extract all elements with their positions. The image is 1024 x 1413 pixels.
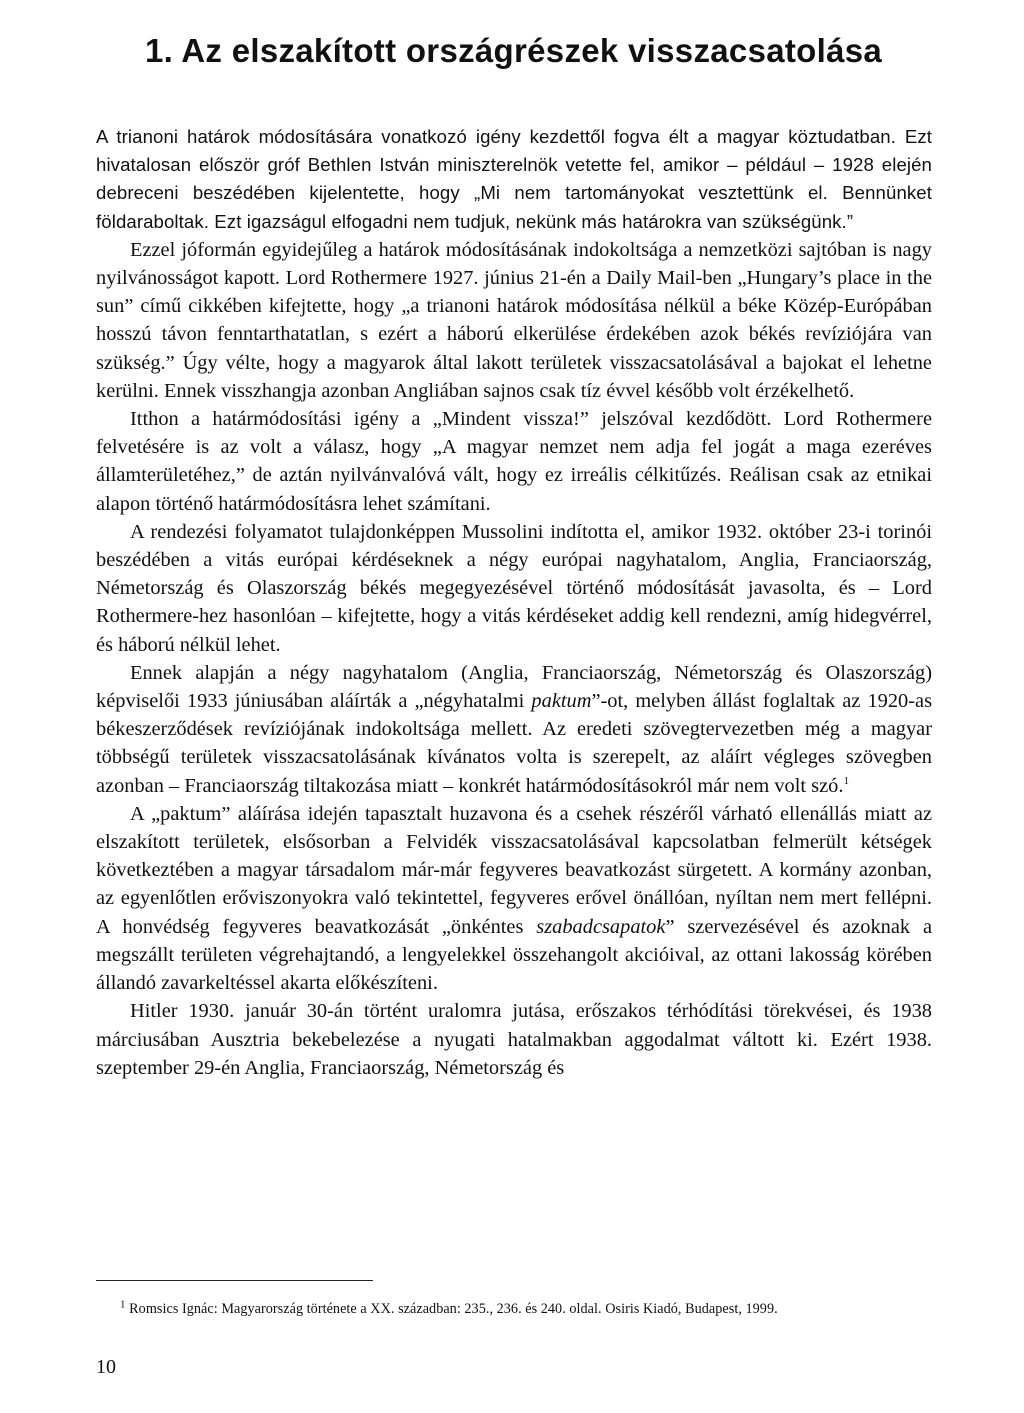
paragraph-5-italic: paktum xyxy=(531,690,592,713)
paragraph-4: A rendezési folyamatot tulajdonképpen Mussolini indította el, amikor 1932. október 23-i torinói beszédében a vitás európai kérdéseknek a négy európai nagyhatalom, Anglia, Franciaország, Németország és Olaszország békés megegyezésével történő módosítását javasolta, és – Lord Rothermere-hez hasonlóan – kifejtette, hogy a vitás kérdéseket addig kell rendezni, amíg hidegvérrel, és háború nélkül lehet. xyxy=(96,520,932,656)
footnote-divider xyxy=(96,1280,373,1281)
paragraph-5 xyxy=(96,659,932,800)
page-number: 10 xyxy=(96,1356,116,1378)
paragraph-7: Hitler 1930. január 30-án történt uralomra jutása, erőszakos térhódítási törekvései, és 1938 márciusában Ausztria bekebelezése a nyugati hatalmakban aggodalmat váltott ki. Ezért 1938. szeptember 29-én Anglia, Franciaország, Németország és xyxy=(96,1000,932,1079)
footnote xyxy=(120,1298,940,1318)
chapter-title: 1. Az elszakított országrészek visszacsatolása xyxy=(144,32,883,69)
paragraph-1: A trianoni határok módosítására vonatkozó igény kezdettől fogva élt a magyar köztudatban. Ezt hivatalosan először gróf Bethlen István miniszterelnök vetette fel, amikor – például – 1928 elején debreceni beszédében kijelentette, hogy „Mi nem tartományokat vesztettünk el. Bennünket földaraboltak. Ezt igazságul elfogadni nem tudjuk, nekünk más határokra van szükségünk.” xyxy=(96,126,932,232)
paragraph-3: Itthon a határmódosítási igény a „Mindent vissza!” jelszóval kezdődött. Lord Rothermere felvetésére is az volt a válasz, hogy „A magyar nemzet nem adja fel jogát a maga ezeréves államterületéhez,” de aztán nyilvánvalóvá vált, hogy ez irreális célkitűzés. Reálisan csak az etnikai alapon történő határmódosításra lehet számítani. xyxy=(96,408,932,515)
paragraph-2: Ezzel jóformán egyidejűleg a határok módosításának indokoltsága a nemzetközi sajtóban is nagy nyilvánosságot kapott. Lord Rothermere 1927. június 21-én a Daily Mail-ben „Hungary’s place in the sun” című cikkében kifejtette, hogy „a trianoni határok módosítása nélkül a béke Közép-Európában hosszú távon fenntarthatatlan, s ezért a háború elkerülése érdekében azok békés revíziójára van szükség.” Úgy vélte, hogy a magyarok által lakott területek visszacsatolásával a bajokat el lehetne kerülni. Ennek visszhangja azonban Angliában sajnos csak tíz évvel később volt érzékelhető. xyxy=(96,238,932,402)
paragraph-6-italic: szabadcsapatok xyxy=(536,915,666,938)
paragraph-5-text-b: ”-ot, melyben állást foglaltak az 1920-as békeszerződések revíziójának indokoltsága mellett. Az eredeti szövegtervezetben még a magyar többségű területek visszacsatolásának kívánatos volta is szerepelt, az aláírt végleges szövegben azonban – Franciaország tiltakozása miatt – konkrét határmódosításokról már nem volt szó. xyxy=(96,690,933,797)
paragraph-5-text-a: Ennek alapján a négy nagyhatalom (Anglia, Franciaország, Németország és Olaszország) képviselői 1933 júniusában aláírták a „négyhatalmi xyxy=(96,661,932,713)
paragraph-6-text-a: A „paktum” aláírása idején tapasztalt huzavona és a csehek részéről várható ellenállás miatt az elszakított területek, elsősorban a Felvidék visszacsatolásával kapcsolatban felmerült kétségek következtében a magyar társadalom már-már fegyveres beavatkozást sürgetett. A kormány azonban, az egyenlőtlen erőviszonyokra való tekintettel, fegyveres erővel önállóan, nyíltan nem mert fellépni. A honvédség fegyveres beavatkozását „önkéntes xyxy=(96,802,932,938)
footnote-text: Romsics Ignác: Magyarország története a XX. században: 235., 236. és 240. oldal. Osiris Kiadó, Budapest, 1999. xyxy=(129,1301,778,1317)
paragraph-6 xyxy=(96,800,932,997)
footnote-reference: 1 xyxy=(843,774,849,787)
paragraph-6-text-b: ” szervezésével és azoknak a megszállt területen végrehajtandó, a lengyelekkel összehangolt akcióival, az ottani lakosság körében állandó zavarkeltéssel akarta előkészíteni. xyxy=(96,915,932,995)
footnote-marker: 1 xyxy=(120,1298,126,1311)
body-text xyxy=(96,123,932,1082)
